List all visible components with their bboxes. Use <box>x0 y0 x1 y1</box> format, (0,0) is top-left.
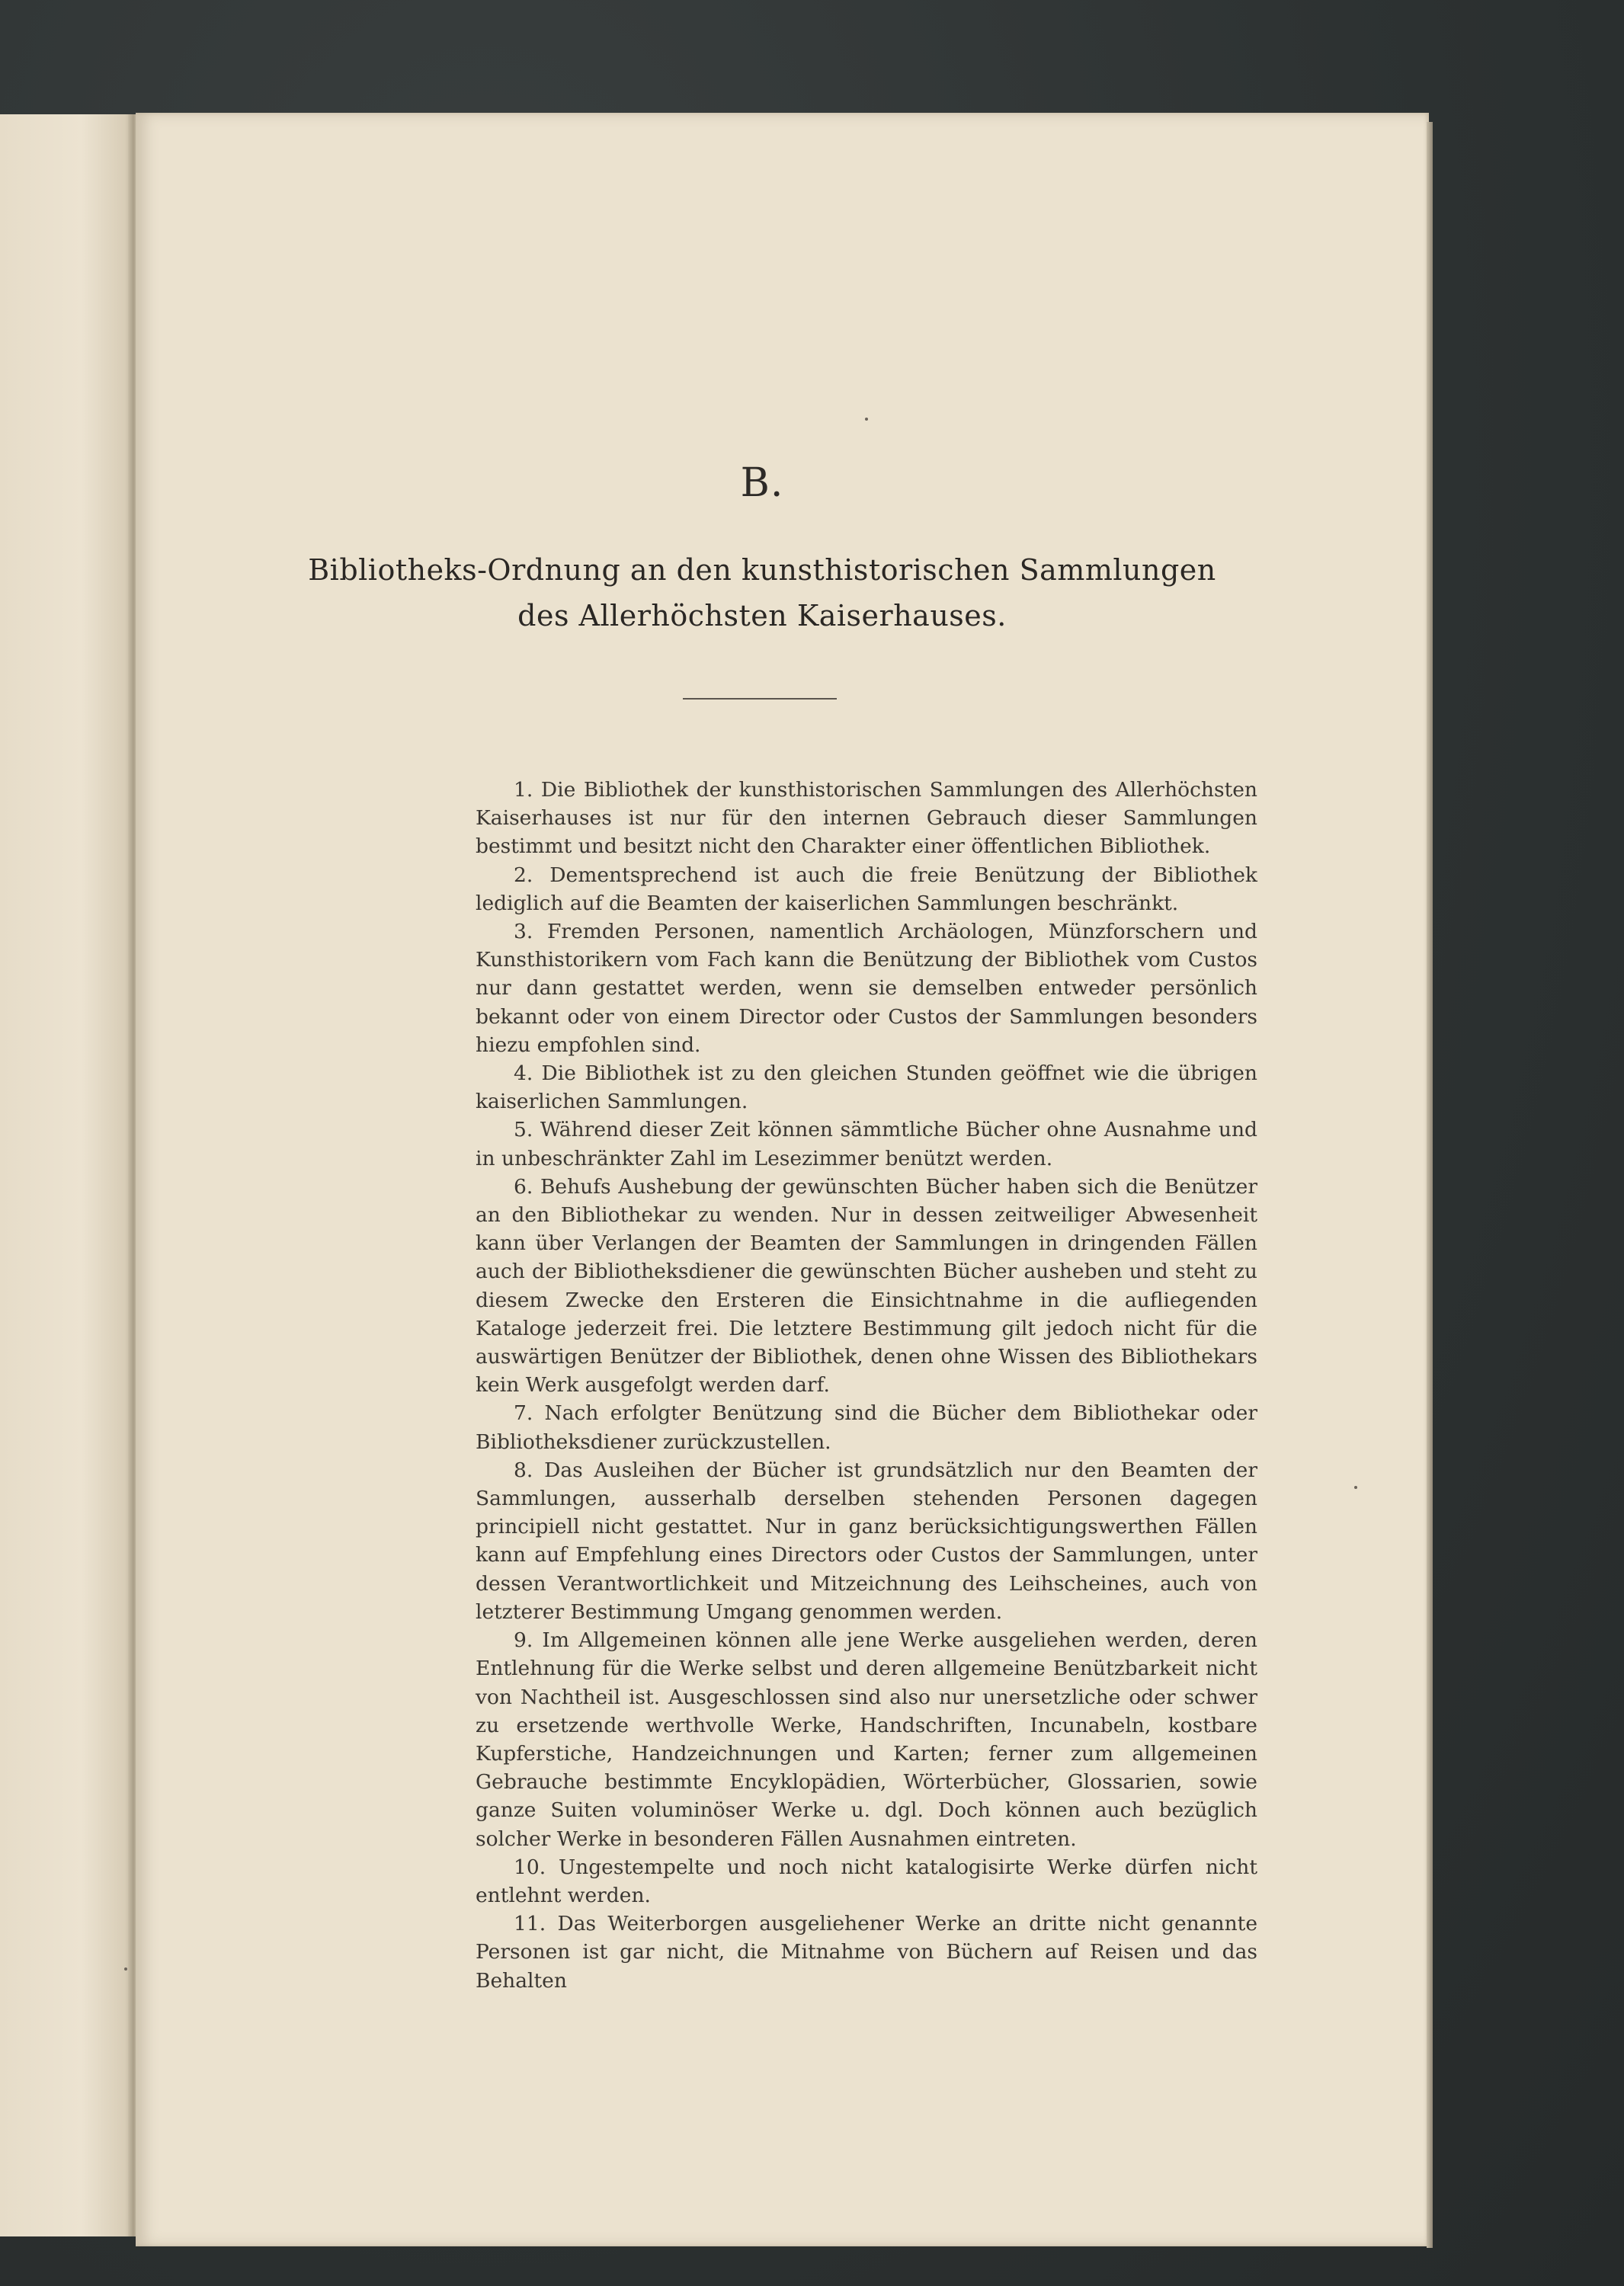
page-edge <box>1427 122 1433 2248</box>
paragraph-6: 6. Behufs Aushebung der gewünschten Bücher haben sich die Benützer an den Bibliothekar zu wenden. Nur in dessen zeitweiliger Abwesenheit kann über Verlangen der Beamten der Sammlungen in dringenden Fällen auch der Bibliotheksdiener die gewünschten Bücher ausheben und steht zu diesem Zwecke den Ersteren die Einsichtnahme in die aufliegenden Kataloge jederzeit frei. Die letztere Bestimmung gilt jedoch nicht für die auswärtigen Benützer der Bibliothek, denen ohne Wissen des Bibliothekars kein Werk ausgefolgt werden darf. <box>476 1174 1257 1398</box>
section-letter: B. <box>740 460 784 506</box>
paragraph-5: 5. Während dieser Zeit können sämmtliche Bücher ohne Ausnahme und in unbeschränkter Zahl im Lesezimmer benützt werden. <box>476 1118 1257 1170</box>
title-line-2: des Allerhöchsten Kaiserhauses. <box>517 599 1007 632</box>
paragraph-10: 10. Ungestempelte und noch nicht katalogisirte Werke dürfen nicht entlehnt werden. <box>476 1855 1257 1907</box>
title-divider <box>683 698 837 700</box>
paper-speck <box>865 418 868 421</box>
page-title <box>267 547 1257 639</box>
paragraph-4: 4. Die Bibliothek ist zu den gleichen Stunden geöffnet wie die übrigen kaiserlichen Sammlungen. <box>476 1061 1257 1114</box>
paragraph-7: 7. Nach erfolgter Benützung sind die Bücher dem Bibliothekar oder Bibliotheksdiener zurückzustellen. <box>476 1401 1257 1454</box>
left-page <box>0 114 136 2236</box>
paragraph-1: 1. Die Bibliothek der kunsthistorischen Sammlungen des Allerhöchsten Kaiserhauses ist nur für den internen Gebrauch dieser Sammlungen bestimmt und besitzt nicht den Charakter einer öffentlichen Bibliothek. <box>476 778 1257 859</box>
paper-speck <box>124 1967 127 1971</box>
title-line-1: Bibliotheks-Ordnung an den kunsthistorischen Sammlungen <box>308 553 1216 587</box>
paragraph-3: 3. Fremden Personen, namentlich Archäologen, Münzforschern und Kunsthistorikern vom Fach kann die Benützung der Bibliothek vom Custos nur dann gestattet werden, wenn sie demselben entweder persönlich bekannt oder von einem Director oder Custos der Sammlungen besonders hiezu empfohlen sind. <box>476 920 1257 1057</box>
paragraph-11: 11. Das Weiterborgen ausgeliehener Werke an dritte nicht genannte Personen ist gar nicht, die Mitnahme von Büchern auf Reisen und das Behalten <box>476 1912 1257 1993</box>
paragraph-2: 2. Dementsprechend ist auch die freie Benützung der Bibliothek lediglich auf die Beamten der kaiserlichen Sammlungen beschränkt. <box>476 863 1257 915</box>
regulations-body <box>476 776 1257 1995</box>
paragraph-8: 8. Das Ausleihen der Bücher ist grundsätzlich nur den Beamten der Sammlungen, ausserhalb derselben stehenden Personen dagegen principiell nicht gestattet. Nur in ganz berücksichtigungswerthen Fällen kann auf Empfehlung eines Directors oder Custos der Sammlungen, unter dessen Verantwortlichkeit und Mitzeichnung des Leihscheines, auch von letzterer Bestimmung Umgang genommen werden. <box>476 1458 1257 1624</box>
paragraph-9: 9. Im Allgemeinen können alle jene Werke ausgeliehen werden, deren Entlehnung für die Werke selbst und deren allgemeine Benützbarkeit nicht von Nachtheil ist. Ausgeschlossen sind also nur unersetzliche oder schwer zu ersetzende werthvolle Werke, Handschriften, Incunabeln, kostbare Kupferstiche, Handzeichnungen und Karten; ferner zum allgemeinen Gebrauche bestimmte Encyklopädien, Wörterbücher, Glossarien, sowie ganze Suiten voluminöser Werke u. dgl. Doch können auch bezüglich solcher Werke in besonderen Fällen Ausnahmen eintreten. <box>476 1628 1257 1851</box>
paper-speck <box>1354 1486 1357 1489</box>
